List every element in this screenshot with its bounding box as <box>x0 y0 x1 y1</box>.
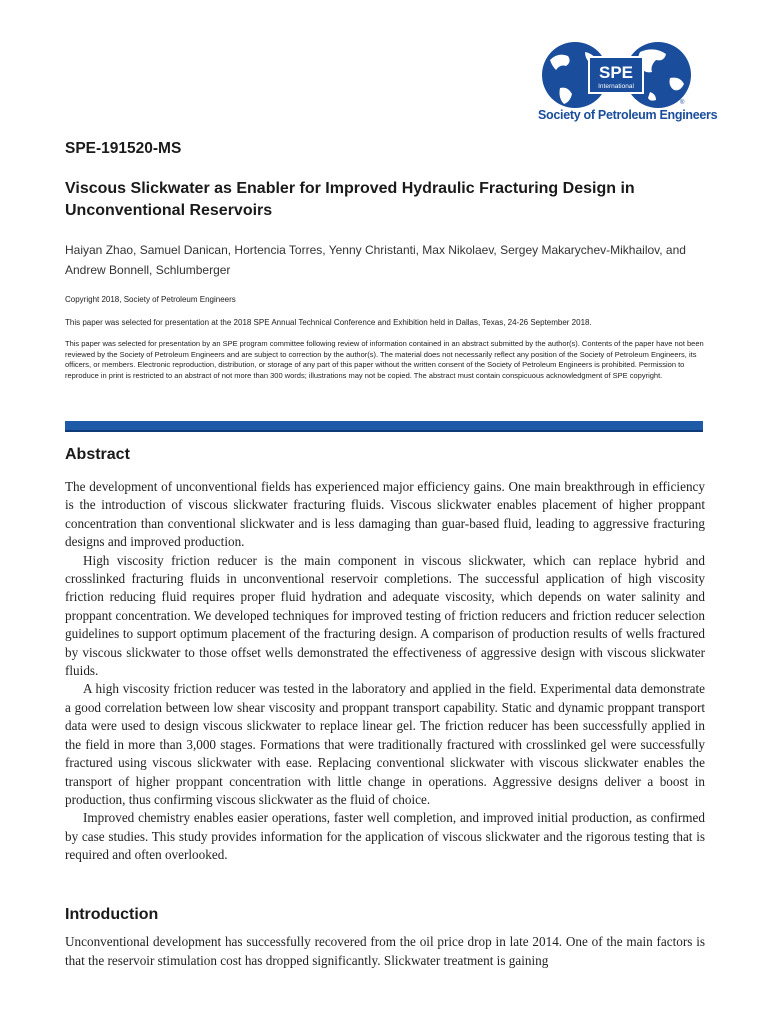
logo-org-name: Society of Petroleum Engineers <box>538 108 718 122</box>
paper-id: SPE-191520-MS <box>65 140 182 157</box>
author-list: Haiyan Zhao, Samuel Danican, Hortencia Torres, Yenny Christanti, Max Nikolaev, Sergey Makarychev-Mikhailov, and Andrew Bonnell, Schlumberger <box>65 243 686 277</box>
abstract-paragraph: High viscosity friction reducer is the main component in viscous slickwater, which can replace hybrid and crosslinked fracturing fluids in unconventional reservoir completions. The successful application of high viscosity friction reducing fluid requires proper fluid hydration and adequate viscosity, which depends on water salinity and proppant concentration. We developed techniques for improved testing of friction reducers and friction reducer selection guidelines to support optimum placement of the fracturing design. A comparison of production results of wells fractured by viscous slickwater to those offset wells demonstrated the effectiveness of aggressive design with viscous slickwater fluids. <box>65 552 705 679</box>
section-divider <box>65 421 703 432</box>
abstract-body <box>65 478 705 865</box>
logo-mark-subtext: International <box>598 83 634 90</box>
introduction-paragraph: Unconventional development has successfully recovered from the oil price drop in late 2014. One of the main factors is that the reservoir stimulation cost has dropped significantly. Slickwater treatment is gaining <box>65 934 705 968</box>
abstract-paragraph: Improved chemistry enables easier operations, faster well completion, and improved initial production, as confirmed by case studies. This study provides information for the application of viscous slickwater and the rigorous testing that is required and often overlooked. <box>65 810 705 863</box>
presentation-note: This paper was selected for presentation at the 2018 SPE Annual Technical Conference and Exhibition held in Dallas, Texas, 24-26 September 2018. <box>65 318 592 327</box>
copyright-notice: Copyright 2018, Society of Petroleum Engineers <box>65 295 236 304</box>
introduction-heading: Introduction <box>65 906 159 923</box>
paper-title: Viscous Slickwater as Enabler for Improved Hydraulic Fracturing Design in Unconventional Reservoirs <box>65 180 635 219</box>
registered-mark: ® <box>680 100 685 106</box>
logo-mark-text: SPE <box>598 63 634 82</box>
disclaimer-text: This paper was selected for presentation by an SPE program committee following review of information contained in an abstract submitted by the author(s). Contents of the paper have not been reviewed by the Society of Petroleum Engineers and are subject to correction by the author(s). The material does not necessarily reflect any position of the Society of Petroleum Engineers, its officers, or members. Electronic reproduction, distribution, or storage of any part of this paper without the written consent of the Society of Petroleum Engineers is prohibited. Permission to reproduce in print is restricted to an abstract of not more than 300 words; illustrations may not be copied. The abstract must contain conspicuous acknowledgment of SPE copyright. <box>65 339 704 380</box>
abstract-paragraph: A high viscosity friction reducer was tested in the laboratory and applied in the field. Experimental data demonstrate a good correlation between low shear viscosity and proppant transport capability. Static and dynamic proppant transport data were used to design viscous slickwater to replace linear gel. The friction reducer has been successfully applied in the field in more than 3,000 stages. Formations that were traditionally fractured with crosslinked gel were successfully fractured using viscous slickwater with ease. Replacing conventional slickwater with viscous slickwater enables the transport of higher proppant concentration with little change in operations. Aggressive designs deliver a boost in production, thus confirming viscous slickwater as the fluid of choice. <box>65 681 705 807</box>
introduction-body <box>65 932 705 970</box>
abstract-heading: Abstract <box>65 446 130 463</box>
abstract-paragraph: The development of unconventional fields has experienced major efficiency gains. One main breakthrough in efficiency is the introduction of viscous slickwater fracturing fluids. Viscous slickwater enables placement of higher proppant concentration than conventional slickwater and is less damaging than guar-based fluid, leading to aggressive fracturing designs and improved production. <box>65 479 705 550</box>
